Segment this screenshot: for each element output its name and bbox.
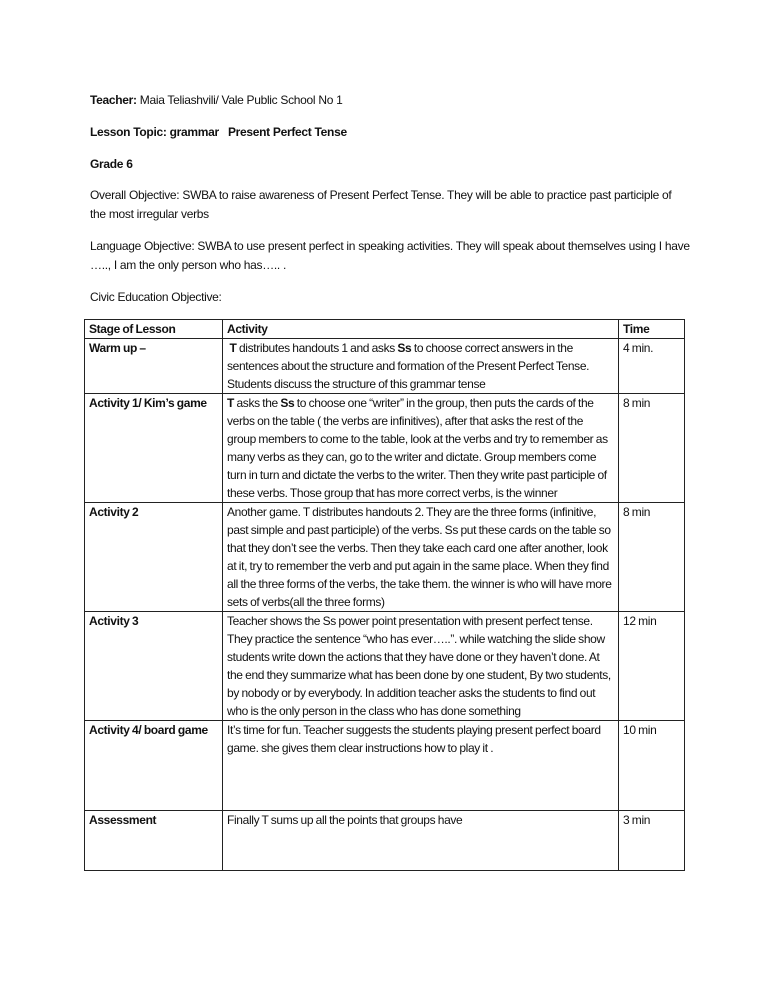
activity-cell: [223, 394, 619, 503]
table-row: [85, 811, 685, 871]
teacher-value: Maia Teliashvili/ Vale Public School No 1: [139, 93, 343, 107]
time-cell: 12 min: [619, 612, 685, 721]
lesson-plan-table: [84, 319, 685, 871]
activity-bold: Ss: [397, 341, 412, 355]
activity-cell: [223, 339, 619, 394]
teacher-line: [90, 91, 690, 110]
topic-value: Present Perfect Tense: [227, 125, 347, 139]
activity-bold: Ss: [280, 396, 295, 410]
activity-text: distributes handouts 1 and asks: [236, 341, 398, 355]
activity-text: asks the: [233, 396, 281, 410]
table-row: [85, 394, 685, 503]
table-row: [85, 612, 685, 721]
stage-cell: Warm up –: [85, 339, 223, 394]
grade-value: Grade 6: [90, 157, 133, 171]
stage-cell: Activity 3: [85, 612, 223, 721]
activity-bold: T: [229, 341, 237, 355]
stage-cell: Assessment: [85, 811, 223, 871]
time-cell: 8 min: [619, 503, 685, 612]
stage-cell: Activity 1/ Kim’s game: [85, 394, 223, 503]
header-time: Time: [619, 320, 685, 339]
stage-cell: Activity 2: [85, 503, 223, 612]
table-row: [85, 339, 685, 394]
activity-text: to choose one “writer” in the group, then puts the cards of the verbs on the table ( the verbs are infinitives), after that asks the rest of the group members to come to the table, look at the verbs and try to remember as many verbs as they can, go to the writer and dictate. Group members come turn in turn and dictate the verbs to the writer. Then they write past participle of these verbs. Those group that has more correct verbs, is the winner: [227, 396, 608, 500]
overall-label: Overall Objective:: [90, 188, 180, 202]
overall-text: SWBA to raise awareness of Present Perfect Tense. They will be able to practice past participle of the most irregular verbs: [90, 188, 672, 221]
time-cell: 10 min: [619, 721, 685, 811]
activity-text: to choose correct answers in the sentences about the structure and formation of the Present Perfect Tense. Students discuss the structure of this grammar tense: [227, 341, 590, 391]
topic-line: [90, 123, 690, 142]
civic-objective: Civic Education Objective:: [90, 290, 222, 304]
activity-cell: Another game. T distributes handouts 2. They are the three forms (infinitive, past simple and past participle) of the verbs. Ss put these cards on the table so that they don’t see the verbs. Then they take each card one after another, look at it, try to remember the verb and put again in the same place. When they find all the three forms of the verbs, the take them. the winner is who will have more sets of verbs(all the three forms): [223, 503, 619, 612]
time-cell: 8 min: [619, 394, 685, 503]
overall-objective: [90, 186, 690, 224]
grade-line: [90, 155, 690, 174]
activity-bold: T: [227, 396, 234, 410]
time-cell: 4 min.: [619, 339, 685, 394]
activity-cell: Finally T sums up all the points that groups have: [223, 811, 619, 871]
teacher-label: Teacher:: [90, 93, 137, 107]
topic-label: Lesson Topic: grammar: [90, 125, 219, 139]
table-header-row: [85, 320, 685, 339]
activity-cell: It’s time for fun. Teacher suggests the students playing present perfect board game. she gives them clear instructions how to play it .: [223, 721, 619, 811]
language-objective: Language Objective: SWBA to use present perfect in speaking activities. They will speak about themselves using I have ….., I am the only person who has….. .: [90, 239, 690, 272]
stage-cell: Activity 4/ board game: [85, 721, 223, 811]
header-stage: Stage of Lesson: [85, 320, 223, 339]
table-row: [85, 503, 685, 612]
time-cell: 3 min: [619, 811, 685, 871]
header-activity: Activity: [223, 320, 619, 339]
table-row: [85, 721, 685, 811]
activity-cell: Teacher shows the Ss power point presentation with present perfect tense. They practice the sentence “who has ever…..”. while watching the slide show students write down the actions that they have done or they haven’t done. At the end they summarize what has been done by one student, By two students, by nobody or by everybody. In addition teacher asks the students to find out who is the only person in the class who has done something: [223, 612, 619, 721]
